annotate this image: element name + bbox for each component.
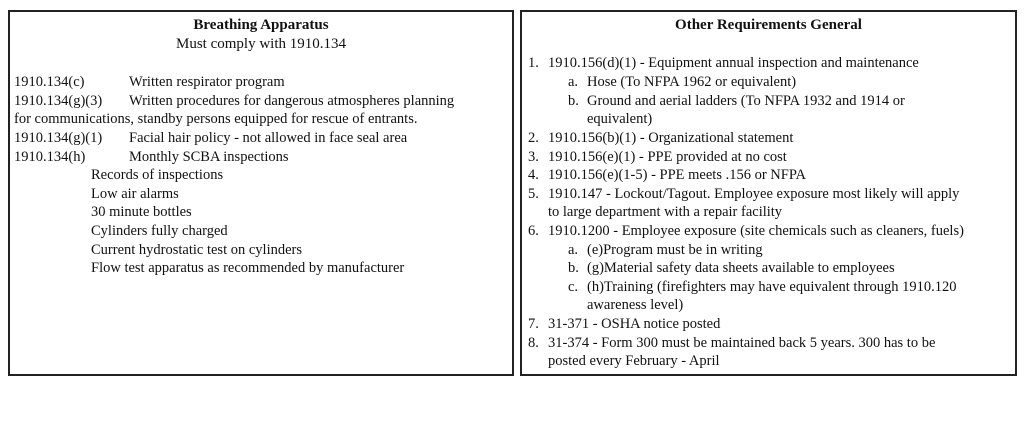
list-marker: c. (568, 279, 579, 295)
list-item: 1910.156(e)(1-5) - PPE meets .156 or NFPA (548, 167, 807, 183)
list-marker: 8. (528, 335, 539, 351)
rule-text: Written procedures for dangerous atmospheres planning (129, 93, 455, 109)
list-item-continued: to large department with a repair facility (548, 204, 783, 220)
list-item: 1910.156(b)(1) - Organizational statement (548, 130, 794, 146)
rule-code: 1910.134(g)(3) (14, 93, 103, 109)
list-marker: 1. (528, 55, 539, 71)
list-marker: b. (568, 260, 579, 276)
list-item-continued: awareness level) (587, 297, 684, 313)
inspection-item: Records of inspections (91, 167, 224, 183)
list-marker: a. (568, 242, 579, 258)
inspection-item: Cylinders fully charged (91, 223, 228, 239)
list-marker: 7. (528, 316, 539, 332)
list-marker: 5. (528, 186, 539, 202)
list-item: (e)Program must be in writing (587, 242, 763, 258)
list-marker: 6. (528, 223, 539, 239)
list-item: (g)Material safety data sheets available to employees (587, 260, 895, 276)
breathing-apparatus-panel (8, 10, 514, 376)
list-item: (h)Training (firefighters may have equivalent through 1910.120 (587, 279, 957, 295)
list-item: 31-374 - Form 300 must be maintained back 5 years. 300 has to be (548, 335, 936, 351)
list-marker: 4. (528, 167, 539, 183)
rule-text: Written respirator program (129, 74, 285, 90)
list-item: Hose (To NFPA 1962 or equivalent) (587, 74, 797, 90)
panel-subtitle: Must comply with 1910.134 (175, 36, 346, 52)
list-item: 1910.156(e)(1) - PPE provided at no cost (548, 149, 787, 165)
list-item-continued: equivalent) (587, 111, 653, 127)
list-marker: a. (568, 74, 579, 90)
inspection-item: Current hydrostatic test on cylinders (91, 242, 303, 258)
list-item: Ground and aerial ladders (To NFPA 1932 and 1914 or (587, 93, 905, 109)
panel-title: Breathing Apparatus (193, 17, 329, 33)
rule-text: Facial hair policy - not allowed in face seal area (129, 130, 408, 146)
list-item-continued: posted every February - April (548, 353, 720, 369)
other-requirements-panel (520, 10, 1017, 376)
inspection-item: Flow test apparatus as recommended by manufacturer (91, 260, 405, 276)
list-item: 1910.156(d)(1) - Equipment annual inspection and maintenance (548, 55, 919, 71)
inspection-item: 30 minute bottles (91, 204, 192, 220)
list-item: 31-371 - OSHA notice posted (548, 316, 721, 332)
list-marker: 2. (528, 130, 539, 146)
list-marker: b. (568, 93, 579, 109)
inspection-item: Low air alarms (91, 186, 179, 202)
rule-code: 1910.134(h) (14, 149, 86, 165)
rule-text: Monthly SCBA inspections (129, 149, 289, 165)
rule-text-continued: for communications, standby persons equipped for rescue of entrants. (14, 111, 418, 127)
panel-title: Other Requirements General (675, 17, 862, 33)
list-item: 1910.147 - Lockout/Tagout. Employee exposure most likely will apply (548, 186, 960, 202)
list-item: 1910.1200 - Employee exposure (site chemicals such as cleaners, fuels) (548, 223, 964, 239)
rule-code: 1910.134(c) (14, 74, 85, 90)
rule-code: 1910.134(g)(1) (14, 130, 103, 146)
list-marker: 3. (528, 149, 539, 165)
